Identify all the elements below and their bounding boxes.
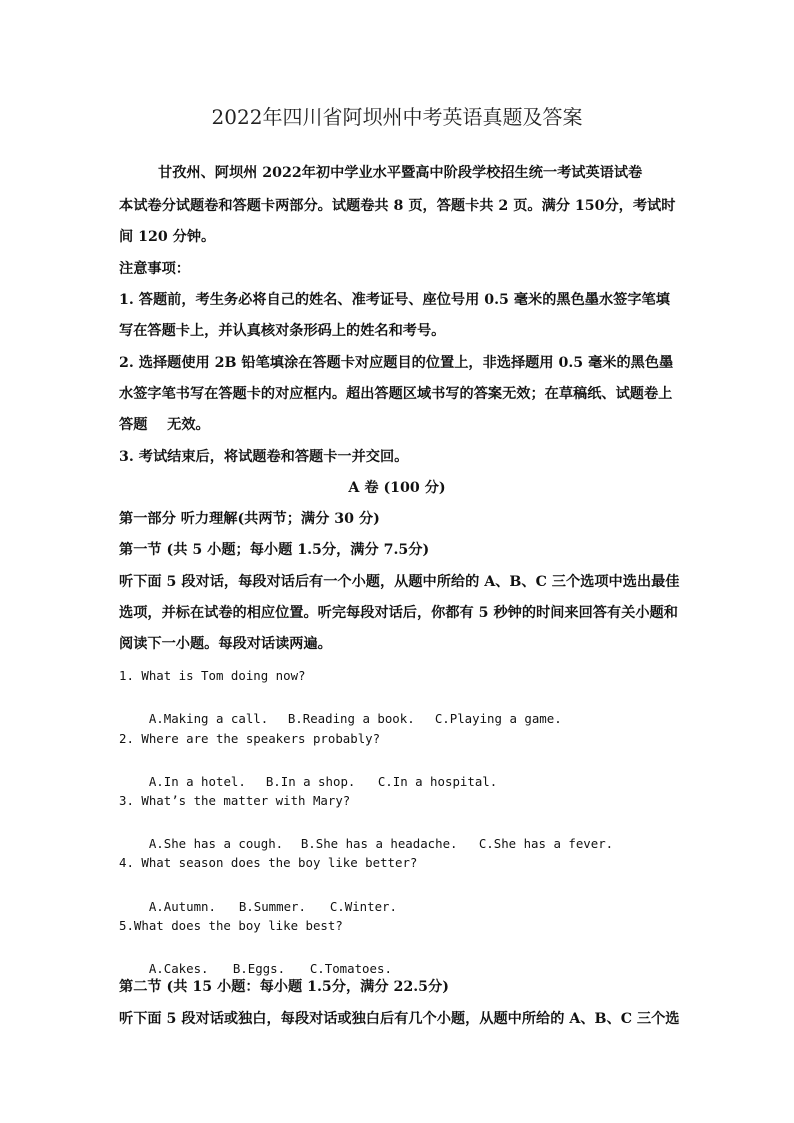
option-b: B.Reading a book. — [287, 711, 415, 727]
intro-line-1: 本试卷分试题卷和答题卡两部分。试题卷共 8 页，答题卡共 2 页。满分 150分，考试时 — [119, 198, 676, 214]
part1-heading: 第一部分 听力理解(共两节；满分 30 分) — [119, 511, 380, 527]
option-a: A.In a hotel. — [148, 774, 246, 790]
note-line-4: 水签字笔书写在答题卡的对应框内。超出答题区域书写的答案无效；在草稿纸、试题卷上 — [119, 386, 673, 402]
option-a: A.She has a cough. — [148, 836, 284, 852]
option-c: C.She has a fever. — [478, 836, 614, 852]
note-line-2: 写在答题卡上，并认真核对条形码上的姓名和考号。 — [119, 323, 446, 339]
question-3: 3. What’s the matter with Mary? — [119, 793, 351, 808]
note-line-3: 2. 选择题使用 2B 铅笔填涂在答题卡对应题目的位置上，非选择题用 0.5 毫米的黑色墨 — [119, 355, 674, 371]
notes-heading: 注意事项： — [119, 261, 190, 277]
question-2: 2. Where are the speakers probably? — [119, 731, 381, 746]
note-line-1: 1. 答题前，考生务必将自己的姓名、准考证号、座位号用 0.5 毫米的黑色墨水签字笔填 — [119, 292, 670, 308]
section1-instruction-1: 听下面 5 段对话，每段对话后有一个小题，从题中所给的 A、B、C 三个选项中选出最佳 — [119, 574, 680, 590]
section2-instruction-1: 听下面 5 段对话或独白，每段对话或独白后有几个小题，从题中所给的 A、B、C 三个选 — [119, 1011, 680, 1027]
option-c: C.Tomatoes. — [309, 961, 392, 977]
option-b: B.Summer. — [238, 899, 306, 915]
option-a: A.Cakes. — [148, 961, 209, 977]
option-a: A.Autumn. — [148, 899, 216, 915]
question-5: 5.What does the boy like best? — [119, 918, 343, 933]
option-b: B.Eggs. — [232, 961, 286, 977]
exam-title: 甘孜州、阿坝州 2022年初中学业水平暨高中阶段学校招生统一考试英语试卷 — [158, 165, 643, 181]
question-1: 1. What is Tom doing now? — [119, 668, 306, 683]
option-b: B.She has a headache. — [300, 836, 458, 852]
note-line-5: 答题 无效。 — [119, 417, 210, 433]
option-c: C.In a hospital. — [377, 774, 498, 790]
section1-instruction-3: 阅读下一小题。每段对话读两遍。 — [119, 636, 332, 652]
section2-heading: 第二节 (共 15 小题：每小题 1.5分，满分 22.5分) — [119, 979, 449, 995]
document-title: 2022年四川省阿坝州中考英语真题及答案 — [211, 105, 583, 129]
option-b: B.In a shop. — [265, 774, 356, 790]
note-line-6: 3. 考试结束后，将试题卷和答题卡一并交回。 — [119, 449, 409, 465]
section1-instruction-2: 选项，并标在试卷的相应位置。听完每段对话后，你都有 5 秒钟的时间来回答有关小题和 — [119, 605, 678, 621]
volume-a-heading: A 卷 (100 分) — [348, 480, 446, 496]
option-c: C.Playing a game. — [434, 711, 562, 727]
option-c: C.Winter. — [329, 899, 397, 915]
question-4: 4. What season does the boy like better? — [119, 855, 418, 870]
section1-heading: 第一节 (共 5 小题；每小题 1.5分，满分 7.5分) — [119, 542, 430, 558]
option-a: A.Making a call. — [148, 711, 269, 727]
intro-line-2: 间 120 分钟。 — [119, 229, 216, 245]
